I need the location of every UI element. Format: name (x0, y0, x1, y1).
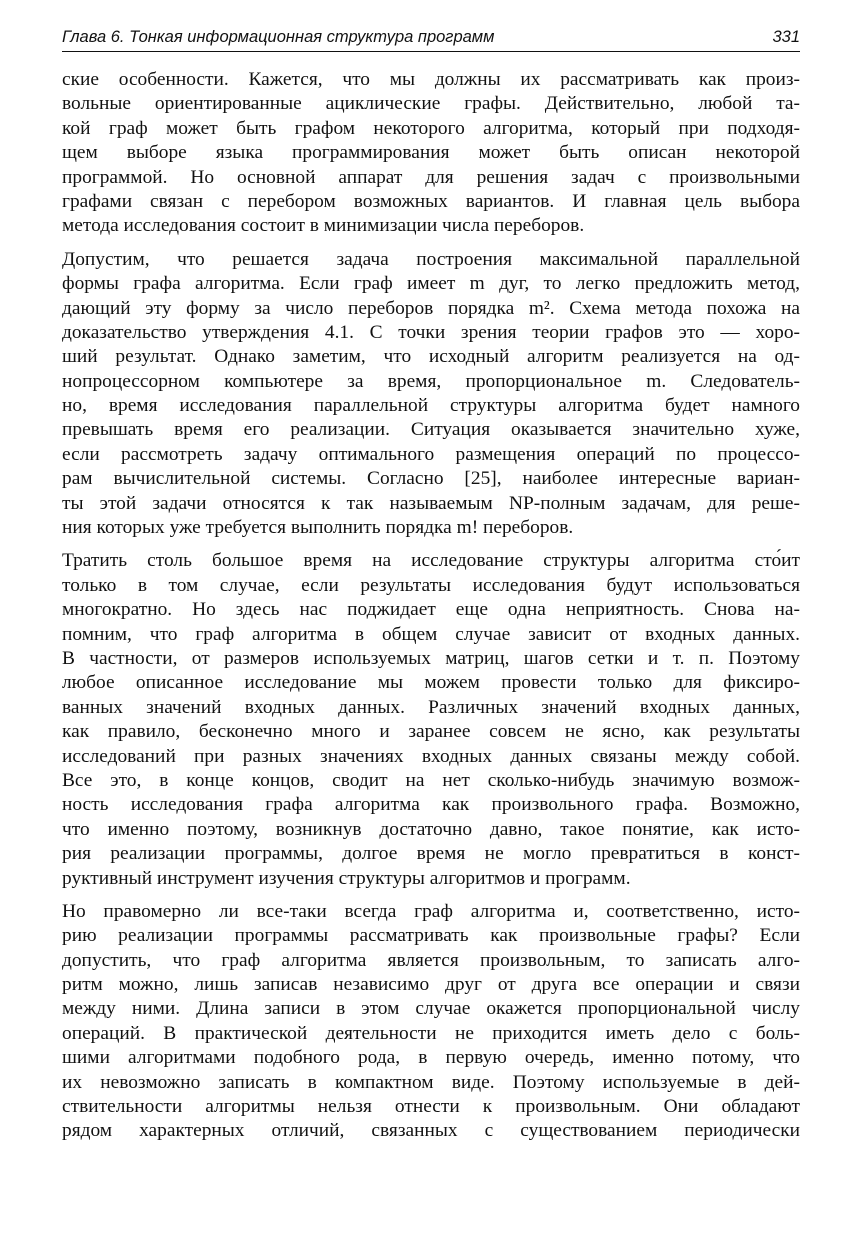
paragraph (62, 900, 800, 1144)
page-number: 331 (772, 28, 800, 46)
text-line: ритм можно, лишь записав независимо друг от друга все операции и связи (62, 974, 800, 996)
text-line: исследований при разных значениях входных данных связаны между собой. (62, 745, 800, 767)
text-line: ший результат. Однако заметим, что исходный алгоритм реализуется на од- (62, 346, 800, 368)
text-line: рия реализации программы, долгое время не могло превратиться в конст- (62, 843, 800, 865)
text-line: если рассмотреть задачу оптимального размещения операций по процессо- (62, 443, 800, 465)
text-line: между ними. Длина записи в этом случае окажется пропорциональной числу (62, 998, 800, 1020)
text-line: рию реализации программы рассматривать как произвольные графы? Если (62, 925, 800, 947)
text-line: операций. В практической деятельности не приходится иметь дело с боль- (62, 1022, 800, 1044)
text-line: Тратить столь большое время на исследование структуры алгоритма сто́ит (62, 550, 800, 572)
text-line: любое описанное исследование мы можем провести только для фиксиро- (62, 672, 800, 694)
text-line: доказательство утверждения 4.1. С точки зрения теории графов это — хоро- (62, 321, 800, 343)
body-text (62, 68, 800, 1144)
text-line: метода исследования состоит в минимизации числа переборов. (62, 215, 585, 237)
text-line: превышать время его реализации. Ситуация оказывается значительно хуже, (62, 419, 800, 441)
text-line: только в том случае, если результаты исследования будут использоваться (62, 574, 800, 596)
paragraph (62, 68, 800, 239)
text-line: помним, что граф алгоритма в общем случае зависит от входных данных. (62, 623, 800, 645)
text-line: Но правомерно ли все-таки всегда граф алгоритма и, соответственно, исто- (62, 900, 800, 922)
text-line: В частности, от размеров используемых матриц, шагов сетки и т. п. Поэтому (62, 647, 800, 669)
text-line: рам вычислительной системы. Согласно [25], наиболее интересные вариан- (62, 468, 800, 490)
text-line: ванных значений входных данных. Различных значений входных данных, (62, 696, 800, 718)
text-line: вольные ориентированные ациклические графы. Действительно, любой та- (62, 93, 800, 115)
text-line: руктивный инструмент изучения структуры алгоритмов и программ. (62, 867, 631, 889)
text-line: но, время исследования параллельной структуры алгоритма будет намного (62, 395, 800, 417)
text-line: ствительности алгоритмы нельзя отнести к произвольным. Они обладают (62, 1096, 800, 1118)
text-line: многократно. Но здесь нас поджидает еще одна неприятность. Снова на- (62, 599, 800, 621)
paragraph (62, 248, 800, 541)
paragraph (62, 549, 800, 890)
text-line: ские особенности. Кажется, что мы должны их рассматривать как произ- (62, 69, 800, 90)
text-line: их невозможно записать в компактном виде. Поэтому используемые в дей- (62, 1071, 800, 1093)
text-line: кой граф может быть графом некоторого алгоритма, который при подходя- (62, 117, 800, 139)
text-line: Допустим, что решается задача построения максимальной параллельной (62, 248, 800, 270)
text-line: программой. Но основной аппарат для решения задач с произвольными (62, 166, 800, 188)
text-line: рядом характерных отличий, связанных с существованием периодически (62, 1120, 800, 1142)
text-line: что именно поэтому, возникнув достаточно давно, такое понятие, как исто- (62, 818, 800, 840)
text-line: нопроцессорном компьютере за время, пропорциональное m. Следователь- (62, 370, 800, 392)
text-line: ты этой задачи относятся к так называемым NP-полным задачам, для реше- (62, 492, 800, 514)
running-head (62, 28, 800, 52)
text-line: графами связан с перебором возможных вариантов. И главная цель выбора (62, 190, 800, 212)
text-line: Все это, в конце концов, сводит на нет сколько-нибудь значимую возмож- (62, 769, 800, 791)
text-line: шими алгоритмами подобного рода, в первую очередь, именно потому, что (62, 1047, 800, 1069)
book-page (62, 28, 800, 1153)
text-line: допустить, что граф алгоритма является произвольным, то записать алго- (62, 949, 800, 971)
text-line: ность исследования графа алгоритма как произвольного графа. Возможно, (62, 794, 800, 816)
text-line: ния которых уже требуется выполнить порядка m! переборов. (62, 517, 574, 539)
text-line: формы графа алгоритма. Если граф имеет m дуг, то легко предложить метод, (62, 273, 800, 295)
text-line: щем выборе языка программирования может быть описан некоторой (62, 142, 800, 164)
text-line: как правило, бесконечно много и заранее совсем не ясно, как результаты (62, 721, 800, 743)
text-line: дающий эту форму за число переборов порядка m². Схема метода похожа на (62, 297, 800, 319)
chapter-title: Глава 6. Тонкая информационная структура программ (62, 28, 495, 46)
